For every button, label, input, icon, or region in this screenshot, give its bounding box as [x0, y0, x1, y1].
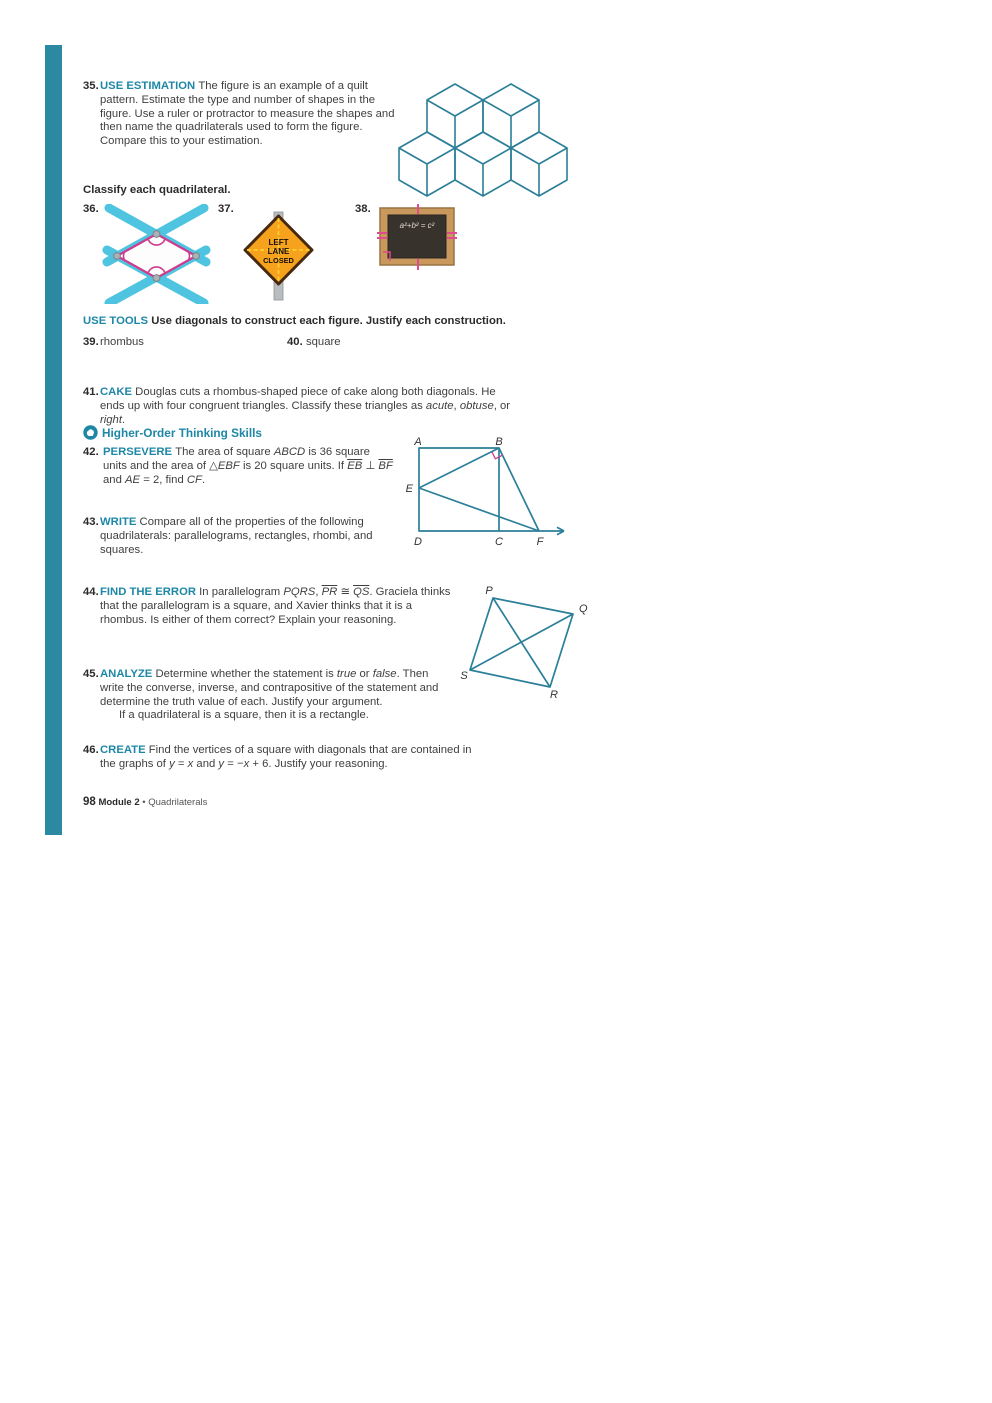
hot-skills-label: Higher-Order Thinking Skills — [102, 425, 262, 440]
scissor-lattice-figure — [99, 204, 214, 304]
text-segment: , — [315, 586, 322, 598]
text-segment: ANALYZE — [100, 668, 156, 680]
problem-41 — [83, 386, 511, 427]
text-segment: acute — [425, 399, 454, 412]
cube-shape — [399, 132, 455, 196]
text-segment: . — [201, 473, 206, 486]
cube-shape — [483, 84, 539, 148]
text-segment: x — [187, 757, 194, 770]
problem-41-number: 41. — [83, 386, 99, 398]
problem-39-number: 39. — [83, 336, 99, 348]
text-segment: ABCD — [273, 446, 306, 458]
text-segment: FIND THE ERROR — [100, 586, 200, 598]
problem-43-number: 43. — [83, 516, 99, 528]
classify-heading: Classify each quadrilateral. — [83, 184, 231, 196]
problem-46-number: 46. — [83, 744, 99, 756]
text-segment: right — [100, 413, 122, 426]
problem-35-number: 35. — [83, 80, 99, 92]
text-segment: true — [336, 668, 357, 680]
problem-40-label: square — [306, 336, 341, 348]
label-C: C — [495, 536, 503, 548]
label-A: A — [414, 436, 422, 448]
sign-text-line2: LANE — [267, 247, 290, 256]
left-accent-bar — [45, 45, 62, 835]
text-segment: $\overline{PR}$ — [321, 586, 338, 598]
text-segment: + 6. Justify your reasoning. — [249, 757, 388, 770]
problem-45 — [83, 668, 441, 723]
label-D: D — [414, 536, 422, 548]
text-segment: y — [169, 757, 175, 770]
text-segment: CREATE — [100, 744, 149, 756]
text-segment: or — [356, 668, 373, 680]
text-segment: CAKE — [100, 386, 136, 398]
problem-43 — [83, 516, 383, 557]
cube-shape — [455, 132, 511, 196]
square-outline — [419, 448, 499, 531]
text-segment: The figure is an example of a quilt pattern. Estimate the type and number of shapes in the figure. Use a ruler or protractor to measure the shapes and then name the quadrilaterals used to form the figure. Compare this to your estimation. — [100, 80, 395, 148]
hub-rivet — [193, 253, 200, 260]
problem-44-number: 44. — [83, 586, 99, 598]
problem-37-number: 37. — [218, 203, 234, 215]
problem-35-text — [100, 80, 399, 149]
label-S: S — [460, 670, 468, 682]
text-segment: USE ESTIMATION — [100, 80, 199, 92]
text-segment: and — [103, 473, 125, 486]
problem-38-number: 38. — [355, 203, 371, 215]
cube-shape — [427, 84, 483, 148]
text-segment: EBF — [217, 459, 240, 472]
label-F: F — [536, 536, 544, 548]
problem-42-number: 42. — [83, 446, 99, 458]
label-E: E — [405, 483, 413, 495]
page-footer — [83, 796, 207, 808]
text-segment: = — [174, 757, 188, 770]
problem-46-text — [100, 744, 481, 772]
chalk-equation: a²+b² = c² — [399, 221, 435, 230]
label-B: B — [495, 436, 503, 448]
problem-40 — [287, 336, 341, 350]
text-segment: $\overline{QS}$ — [353, 586, 370, 598]
segment-eb — [419, 448, 499, 488]
text-segment: and — [193, 757, 219, 770]
text-segment: false — [372, 668, 397, 680]
cube-shape — [511, 132, 567, 196]
pqrs-figure — [459, 584, 589, 702]
text-segment: y — [218, 757, 225, 770]
text-segment: Compare all of the properties of the following quadrilaterals: parallelograms, rectangles, rhombi, and squares. — [100, 516, 373, 556]
hub-rivet — [153, 231, 160, 238]
text-segment: ⊥ — [362, 459, 379, 472]
footer-section: Quadrilaterals — [148, 797, 208, 808]
text-segment: is 36 square units and the area of △ — [103, 446, 370, 472]
text-segment: = − — [224, 757, 244, 770]
text-segment: ≅ — [337, 586, 354, 598]
square-abcd-figure — [404, 436, 579, 554]
footer-separator: • — [142, 797, 146, 808]
use-tools-text — [83, 315, 513, 329]
hub-rivet — [114, 253, 121, 260]
text-segment: x — [243, 757, 250, 770]
problem-44 — [83, 586, 457, 627]
text-segment: . Then write the converse, inverse, and contrapositive of the statement and determine the truth value of each. Justify your argument. — [100, 668, 439, 708]
problem-44-text — [100, 586, 457, 627]
text-segment: PERSEVERE — [103, 446, 176, 458]
problem-45-number: 45. — [83, 668, 99, 680]
text-segment: Douglas cuts a rhombus-shaped piece of cake along both diagonals. He ends up with four congruent triangles. Classify these triangles as — [100, 386, 496, 412]
rhombus-outline — [117, 234, 196, 278]
text-segment: , — [453, 399, 460, 412]
text-segment: . — [121, 413, 126, 426]
problem-39 — [83, 336, 144, 350]
hub-rivet — [153, 275, 160, 282]
text-segment: $\overline{BF}$ — [378, 459, 393, 472]
problem-35 — [83, 80, 399, 149]
problem-39-label: rhombus — [100, 336, 144, 348]
problem-45-body — [100, 668, 438, 708]
problem-36-number: 36. — [83, 203, 99, 215]
sign-text-line3: CLOSED — [263, 256, 294, 265]
text-segment: The area of square — [175, 446, 274, 458]
text-segment: = 2, find — [140, 473, 187, 486]
problem-42 — [83, 446, 395, 487]
text-segment: Use diagonals to construct each figure. Justify each construction. — [151, 315, 506, 327]
problem-41-text — [100, 386, 511, 427]
text-segment: AE — [125, 473, 141, 486]
label-Q: Q — [579, 603, 588, 615]
problem-45-text — [100, 668, 441, 723]
text-segment: Find the vertices of a square with diagonals that are contained in the graphs of — [100, 744, 472, 770]
problem-45-statement: If a quadrilateral is a square, then it is a rectangle. — [119, 709, 369, 722]
problem-42-text — [103, 446, 395, 487]
road-sign-figure — [243, 204, 315, 304]
hot-skills-header — [83, 425, 262, 440]
text-segment: CF — [186, 473, 202, 486]
use-tools-heading — [83, 315, 513, 329]
problem-40-number: 40. — [287, 336, 303, 348]
problem-43-text — [100, 516, 383, 557]
sign-text-line1: LEFT — [268, 238, 289, 247]
label-R: R — [550, 689, 558, 701]
text-segment: Determine whether the statement is — [155, 668, 337, 680]
text-segment: obtuse — [459, 399, 494, 412]
text-segment: $\overline{EB}$ — [347, 459, 363, 472]
brain-icon — [83, 425, 98, 440]
text-segment: . Graciela thinks that the parallelogram is a square, and Xavier thinks that it is a rhombus. Is either of them correct? Explain your reasoning. — [100, 586, 451, 626]
text-segment: WRITE — [100, 516, 140, 528]
problem-46 — [83, 744, 481, 772]
quilt-pattern-figure — [397, 82, 569, 198]
text-segment: is 20 square units. If — [239, 459, 348, 472]
label-P: P — [485, 585, 493, 597]
text-segment: USE TOOLS — [83, 315, 152, 327]
text-segment: PQRS — [283, 586, 316, 598]
text-segment: In parallelogram — [199, 586, 284, 598]
footer-module: Module 2 — [98, 797, 140, 808]
text-segment: , or — [493, 399, 511, 412]
page-number: 98 — [83, 796, 96, 808]
chalkboard-figure — [377, 204, 461, 270]
